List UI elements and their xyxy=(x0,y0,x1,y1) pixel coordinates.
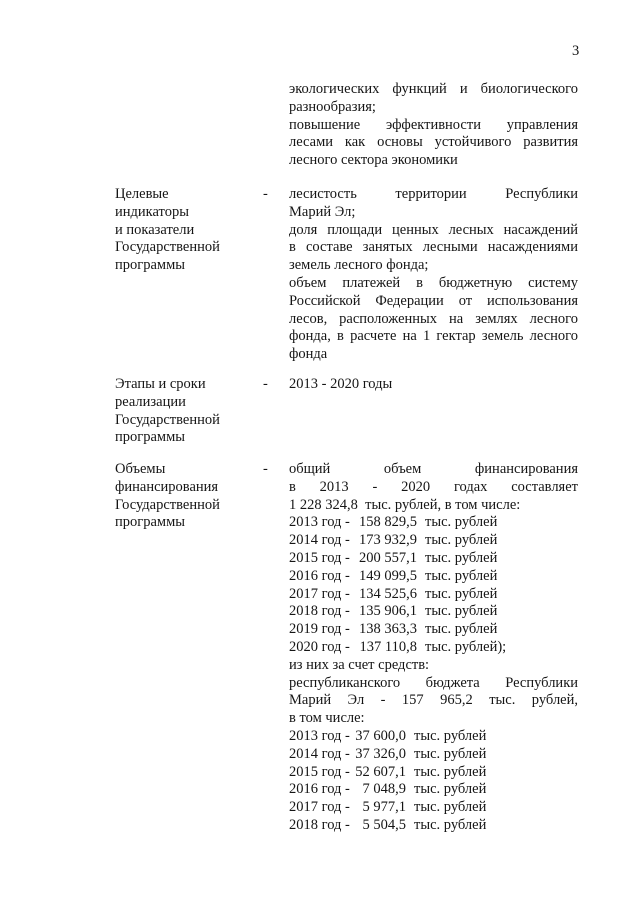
funding-source-line: Марий Эл - 157 965,2 тыс. рублей, xyxy=(289,692,578,709)
page-number: 3 xyxy=(572,43,580,59)
year-label: 2018 год - xyxy=(289,603,350,620)
year-unit: тыс. рублей xyxy=(425,549,498,566)
year-label: 2017 год - xyxy=(289,799,350,816)
republic-year-row xyxy=(289,781,578,799)
funding-source-line: из них за счет средств: xyxy=(289,656,430,673)
year-amount: 200 557,1 xyxy=(359,549,417,566)
indicators-value xyxy=(289,186,578,364)
year-unit: тыс. рублей xyxy=(414,799,487,816)
total-year-row xyxy=(289,550,578,568)
year-amount: 37 326,0 xyxy=(355,745,406,762)
funding-total-line: общий объем финансирования xyxy=(289,461,578,477)
republic-year-row xyxy=(289,746,578,764)
indicators-label-line: и показатели xyxy=(115,221,195,238)
intro-line: повышение эффективности управления xyxy=(289,116,578,133)
stages-label-line: реализации xyxy=(115,393,186,410)
year-unit: тыс. рублей xyxy=(425,567,498,584)
indicators-label-line: программы xyxy=(115,257,185,274)
indicators-label-line: Целевые xyxy=(115,186,169,202)
year-label: 2016 год - xyxy=(289,781,350,798)
year-unit: тыс. рублей); xyxy=(425,638,507,655)
year-unit: тыс. рублей xyxy=(425,621,498,638)
indicators-dash: - xyxy=(263,186,268,202)
indicators-value-line: фонда, в расчете на 1 гектар земель лесного xyxy=(289,328,578,345)
funding-value xyxy=(289,461,578,835)
funding-label xyxy=(115,461,260,532)
year-amount: 135 906,1 xyxy=(359,603,417,620)
year-label: 2017 год - xyxy=(289,585,350,602)
indicators-value-line: земель лесного фонда; xyxy=(289,257,429,274)
year-label: 2014 год - xyxy=(289,745,350,762)
year-label: 2020 год - xyxy=(289,638,350,655)
stages-label-line: Этапы и сроки xyxy=(115,376,206,392)
indicators-label-line: Государственной xyxy=(115,239,220,256)
stages-label-line: программы xyxy=(115,429,185,446)
funding-source-line: республиканского бюджета Республики xyxy=(289,674,578,691)
total-year-row xyxy=(289,621,578,639)
year-unit: тыс. рублей xyxy=(414,727,487,744)
total-year-row xyxy=(289,603,578,621)
indicators-value-line: Марий Эл; xyxy=(289,203,356,220)
republic-year-row xyxy=(289,728,578,746)
total-year-row xyxy=(289,514,578,532)
indicators-label-line: индикаторы xyxy=(115,203,189,220)
stages-value-line: 2013 - 2020 годы xyxy=(289,376,393,392)
indicators-value-line: в составе занятых лесными насаждениями xyxy=(289,239,578,256)
stages-label-line: Государственной xyxy=(115,411,220,428)
funding-label-line: программы xyxy=(115,514,185,531)
year-unit: тыс. рублей xyxy=(414,745,487,762)
indicators-value-line: фонда xyxy=(289,346,328,363)
year-label: 2013 год - xyxy=(289,514,350,531)
year-unit: тыс. рублей xyxy=(425,514,498,531)
indicators-value-line: объем платежей в бюджетную систему xyxy=(289,274,578,291)
total-year-row xyxy=(289,568,578,586)
indicators-value-line: Российской Федерации от использования xyxy=(289,292,578,309)
total-year-row xyxy=(289,532,578,550)
year-unit: тыс. рублей xyxy=(414,816,487,833)
year-unit: тыс. рублей xyxy=(425,532,498,549)
year-unit: тыс. рублей xyxy=(414,781,487,798)
year-amount: 52 607,1 xyxy=(355,763,406,780)
republic-year-row xyxy=(289,799,578,817)
year-label: 2014 год - xyxy=(289,532,350,549)
year-amount: 137 110,8 xyxy=(359,638,417,655)
intro-continuation xyxy=(289,81,578,170)
stages-dash: - xyxy=(263,376,268,392)
total-year-row xyxy=(289,586,578,604)
year-label: 2013 год - xyxy=(289,727,350,744)
intro-line: разнообразия; xyxy=(289,98,376,115)
stages-value xyxy=(289,376,578,394)
year-unit: тыс. рублей xyxy=(414,763,487,780)
total-year-row xyxy=(289,639,578,657)
intro-line: лесами как основы устойчивого развития xyxy=(289,134,578,151)
year-unit: тыс. рублей xyxy=(425,603,498,620)
year-label: 2018 год - xyxy=(289,816,350,833)
year-label: 2015 год - xyxy=(289,763,350,780)
funding-total-line: 1 228 324,8 тыс. рублей, в том числе: xyxy=(289,496,521,513)
funding-source-line: в том числе: xyxy=(289,710,365,727)
year-amount: 5 977,1 xyxy=(362,799,406,816)
republic-year-row xyxy=(289,764,578,782)
indicators-value-line: доля площади ценных лесных насаждений xyxy=(289,221,578,238)
indicators-label xyxy=(115,186,260,275)
year-amount: 173 932,9 xyxy=(359,532,417,549)
year-amount: 158 829,5 xyxy=(359,514,417,531)
funding-total-line: в 2013 - 2020 годах составляет xyxy=(289,478,578,495)
funding-label-line: финансирования xyxy=(115,478,219,495)
intro-line: лесного сектора экономики xyxy=(289,152,458,169)
year-amount: 37 600,0 xyxy=(355,727,406,744)
year-label: 2015 год - xyxy=(289,549,350,566)
year-unit: тыс. рублей xyxy=(425,585,498,602)
indicators-value-line: лесов, расположенных на землях лесного xyxy=(289,310,578,327)
funding-dash: - xyxy=(263,461,268,477)
funding-label-line: Государственной xyxy=(115,496,220,513)
stages-label xyxy=(115,376,260,447)
indicators-value-line: лесистость территории Республики xyxy=(289,186,578,202)
year-amount: 134 525,6 xyxy=(359,585,417,602)
intro-line: экологических функций и биологического xyxy=(289,81,578,97)
year-label: 2016 год - xyxy=(289,567,350,584)
year-amount: 149 099,5 xyxy=(359,567,417,584)
funding-label-line: Объемы xyxy=(115,461,166,477)
year-amount: 7 048,9 xyxy=(362,781,406,798)
year-amount: 5 504,5 xyxy=(362,816,406,833)
year-label: 2019 год - xyxy=(289,621,350,638)
republic-year-row xyxy=(289,817,578,835)
year-amount: 138 363,3 xyxy=(359,621,417,638)
